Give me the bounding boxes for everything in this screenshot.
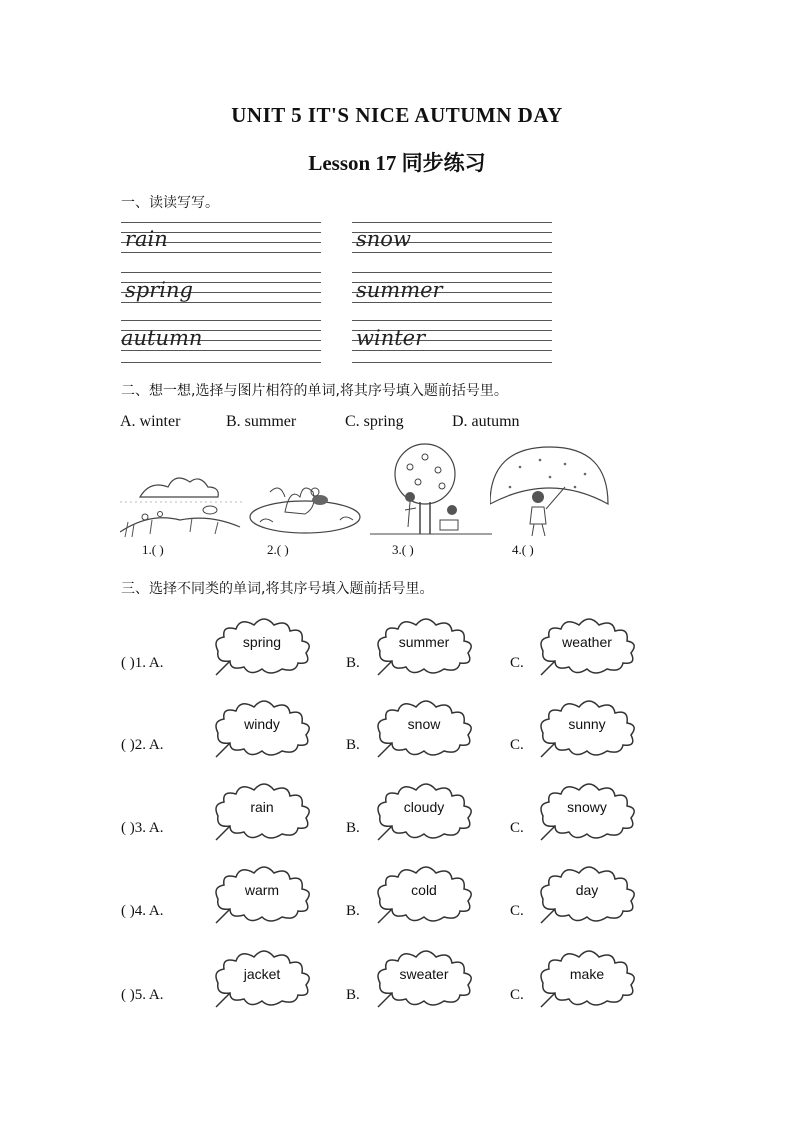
handwritten-word-summer: summer xyxy=(356,278,443,302)
section2-heading: 二、想一想,选择与图片相符的单词,将其序号填入题前括号里。 xyxy=(121,383,508,399)
option-letter-b: B. xyxy=(346,820,360,836)
section3-heading: 三、选择不同类的单词,将其序号填入题前括号里。 xyxy=(121,581,434,597)
option-letter-c: C. xyxy=(510,820,524,836)
question-row xyxy=(0,695,794,777)
winter-umbrella-picture xyxy=(490,442,612,560)
option-letter-c: C. xyxy=(510,737,524,753)
option-letter-b: B. xyxy=(346,737,360,753)
handwritten-word-snow: snow xyxy=(356,227,411,251)
answer-bracket-question-2[interactable]: ( )2. A. xyxy=(121,737,164,753)
answer-bracket-question-5[interactable]: ( )5. A. xyxy=(121,987,164,1003)
leaf-option-b xyxy=(370,945,478,1009)
option-letter-b: B. xyxy=(346,655,360,671)
leaf-option-b xyxy=(370,861,478,925)
answer-bracket-question-4[interactable]: ( )4. A. xyxy=(121,903,164,919)
option-letter-b: B. xyxy=(346,903,360,919)
leaf-option-b xyxy=(370,695,478,759)
section1-heading: 一、读读写写。 xyxy=(121,195,219,211)
option-b: B. summer xyxy=(226,413,297,430)
leaf-option-c xyxy=(533,613,641,677)
leaf-option-b xyxy=(370,778,478,842)
leaf-word: spring xyxy=(242,634,282,650)
leaf-word: sweater xyxy=(399,966,449,982)
question-row xyxy=(0,861,794,943)
question-row xyxy=(0,613,794,695)
option-d: D. autumn xyxy=(452,413,520,430)
leaf-option-b xyxy=(370,613,478,677)
handwritten-word-autumn: autumn xyxy=(121,326,203,350)
option-letter-c: C. xyxy=(510,655,524,671)
leaf-option-c xyxy=(533,861,641,925)
leaf-option-c xyxy=(533,945,641,1009)
option-letter-c: C. xyxy=(510,987,524,1003)
handwritten-word-spring: spring xyxy=(125,278,193,302)
leaf-option-a xyxy=(208,695,316,759)
autumn-apple-tree-picture xyxy=(370,442,492,560)
picture-label-1: 1.( ) xyxy=(142,542,164,557)
leaf-option-a xyxy=(208,613,316,677)
leaf-word: jacket xyxy=(243,966,281,982)
leaf-word: make xyxy=(569,966,605,982)
question-row xyxy=(0,945,794,1027)
leaf-option-c xyxy=(533,695,641,759)
leaf-word: cloudy xyxy=(403,799,445,815)
leaf-word: snowy xyxy=(567,799,607,815)
summer-pond-picture xyxy=(245,442,367,560)
leaf-word: rain xyxy=(250,799,274,815)
leaf-option-a xyxy=(208,778,316,842)
picture-label-4: 4.( ) xyxy=(512,542,534,557)
leaf-word: cold xyxy=(411,882,437,898)
page-title: UNIT 5 IT'S NICE AUTUMN DAY xyxy=(231,103,563,127)
answer-bracket-question-3[interactable]: ( )3. A. xyxy=(121,820,164,836)
leaf-option-a xyxy=(208,861,316,925)
handwritten-word-winter: winter xyxy=(356,326,426,350)
option-a: A. winter xyxy=(120,413,181,430)
question-row xyxy=(0,778,794,860)
leaf-option-c xyxy=(533,778,641,842)
leaf-word: weather xyxy=(562,634,612,650)
leaf-word: windy xyxy=(244,716,280,732)
option-c: C. spring xyxy=(345,413,404,430)
leaf-word: warm xyxy=(244,882,280,898)
option-letter-c: C. xyxy=(510,903,524,919)
leaf-word: day xyxy=(575,882,599,898)
leaf-word: snow xyxy=(407,716,441,732)
picture-label-3: 3.( ) xyxy=(392,542,414,557)
spring-meadow-picture xyxy=(120,442,242,560)
leaf-option-a xyxy=(208,945,316,1009)
answer-bracket-question-1[interactable]: ( )1. A. xyxy=(121,655,164,671)
lesson-subtitle: Lesson 17 同步练习 xyxy=(308,151,486,175)
leaf-word: sunny xyxy=(568,716,606,732)
handwritten-word-rain: rain xyxy=(125,227,168,251)
picture-label-2: 2.( ) xyxy=(267,542,289,557)
leaf-word: summer xyxy=(398,634,450,650)
option-letter-b: B. xyxy=(346,987,360,1003)
